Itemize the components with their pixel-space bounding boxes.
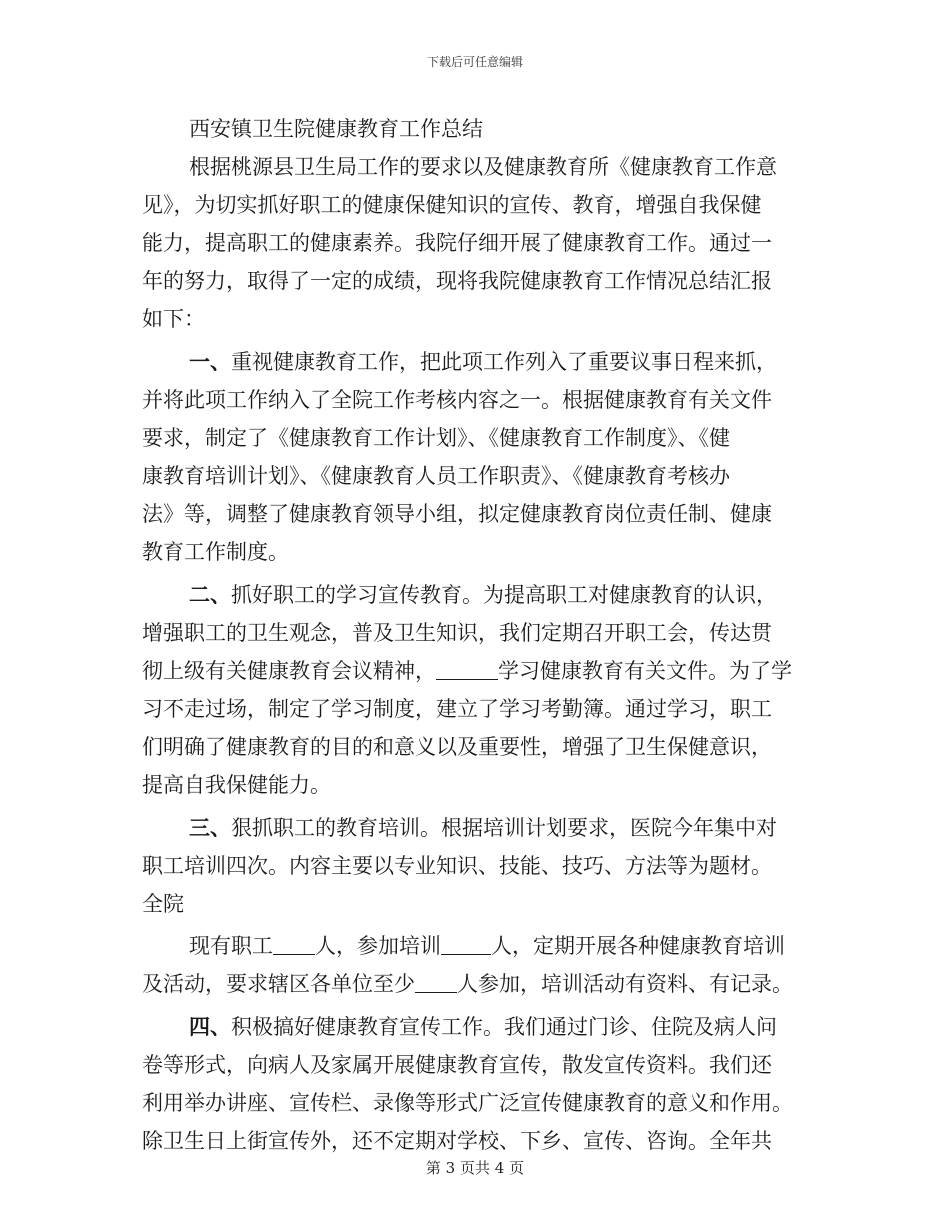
text-span: 人参加，培训活动有资料、有记录。 [457,972,793,996]
text-line: 职工培训四次。内容主要以专业知识、技能、技巧、方法等为题材。 [142,854,772,878]
page-number-footer: 第 3 页共 4 页 [425,1159,525,1177]
text-line: 并将此项工作纳入了全院工作考核内容之一。根据健康教育有关文件 [142,388,772,412]
section-number: 三、 [189,815,231,840]
section-number: 一、 [189,349,231,374]
text-span: 重视健康教育工作，把此项工作列入了重要议事日程来抓， [231,350,777,374]
text-line [142,965,802,1003]
text-line: 法》等，调整了健康教育领导小组，拟定健康教育岗位责任制、健康 [142,502,772,526]
blank-underline [441,932,491,955]
text-line: 见》，为切实抓好职工的健康保健知识的宣传、教育，增强自我保健 [142,193,762,217]
section-2-paragraph [142,576,802,804]
text-line: 能力，提高职工的健康素养。我院仔细开展了健康教育工作。通过一 [142,231,772,255]
page-header-note: 下载后可任意编辑 [426,55,523,69]
document-body [142,110,802,1160]
text-line: 康教育培训计划》、《健康教育人员工作职责》、《健康教育考核办 [142,464,730,488]
text-line: 教育工作制度。 [142,540,289,564]
intro-paragraph [142,148,802,338]
text-line: 习不走过场，制定了学习制度，建立了学习考勤簿。通过学习，职工 [142,697,772,721]
text-span: 积极搞好健康教育宣传工作。我们通过门诊、住院及病人问 [231,1015,777,1039]
text-line: 全院 [142,892,184,916]
text-span: 抓好职工的学习宣传教育。为提高职工对健康教育的认识， [231,583,777,607]
text-line: 卷等形式，向病人及家属开展健康教育宣传，散发宣传资料。我们还 [142,1053,772,1077]
text-line: 要求，制定了《健康教育工作计划》、《健康教育工作制度》、《健 [142,426,730,450]
text-span: 人，定期开展各种健康教育培训 [491,934,785,958]
section-4-paragraph [142,1008,802,1160]
section-number: 二、 [189,582,231,607]
blank-underline [436,657,498,680]
text-span: 彻上级有关健康教育会议精神， [142,659,436,683]
text-line: 除卫生日上街宣传外，还不定期对学校、下乡、宣传、咨询。全年共 [142,1129,772,1153]
text-line: 根据桃源县卫生局工作的要求以及健康教育所《健康教育工作意 [189,155,777,179]
text-span: 现有职工 [189,934,273,958]
text-line: 年的努力，取得了一定的成绩，现将我院健康教育工作情况总结汇报 [142,269,772,293]
text-line: 利用举办讲座、宣传栏、录像等形式广泛宣传健康教育的意义和作用。 [142,1091,793,1115]
blank-underline [415,970,457,993]
text-line [142,809,802,847]
text-line: 增强职工的卫生观念，普及卫生知识，我们定期召开职工会，传达贯 [142,621,772,645]
text-line: 提高自我保健能力。 [142,773,331,797]
section-3-paragraph [142,809,802,1003]
text-span: 及活动，要求辖区各单位至少 [142,972,415,996]
section-number: 四、 [189,1014,231,1039]
section-1-paragraph [142,343,802,571]
text-line: 如下： [142,307,205,331]
blank-underline [273,932,315,955]
text-line [142,576,802,614]
text-line [142,652,802,690]
text-span: 狠抓职工的教育培训。根据培训计划要求，医院今年集中对 [231,816,777,840]
text-span: 人，参加培训 [315,934,441,958]
text-line [142,927,802,965]
text-line [142,1008,802,1046]
text-line: 们明确了健康教育的目的和意义以及重要性，增强了卫生保健意识， [142,735,772,759]
text-line [142,343,802,381]
document-title: 西安镇卫生院健康教育工作总结 [189,117,483,141]
text-span: 学习健康教育有关文件。为了学 [498,659,792,683]
